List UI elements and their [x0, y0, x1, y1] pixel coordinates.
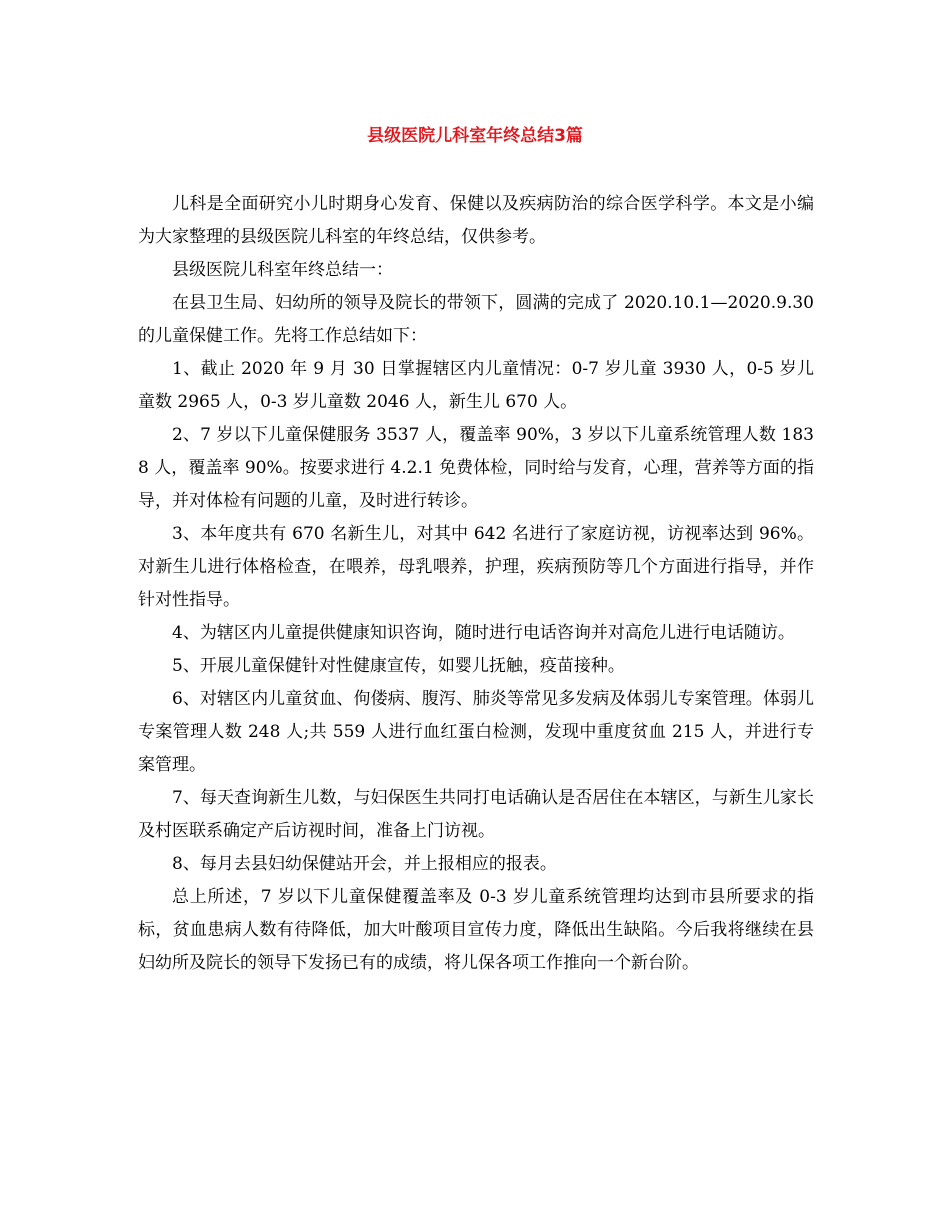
paragraph-opening: 在县卫生局、妇幼所的领导及院长的带领下，圆满的完成了 2020.10.1—2020.9.30 的儿童保健工作。先将工作总结如下： — [138, 293, 814, 346]
paragraph-item-3: 3、本年度共有 670 名新生儿，对其中 642 名进行了家庭访视，访视率达到 96%。对新生儿进行体格检查，在喂养，母乳喂养，护理，疾病预防等几个方面进行指导，并作针对性指导。 — [138, 524, 814, 610]
paragraph-item-1: 1、截止 2020 年 9 月 30 日掌握辖区内儿童情况：0-7 岁儿童 3930 人，0-5 岁儿童数 2965 人，0-3 岁儿童数 2046 人，新生儿 670 人。 — [138, 359, 814, 412]
paragraph-item-6: 6、对辖区内儿童贫血、佝偻病、腹泻、肺炎等常见多发病及体弱儿专案管理。体弱儿专案管理人数 248 人;共 559 人进行血红蛋白检测，发现中重度贫血 215 人，并进行专案管理。 — [138, 689, 814, 775]
paragraph-intro: 儿科是全面研究小儿时期身心发育、保健以及疾病防治的综合医学科学。本文是小编为大家整理的县级医院儿科室的年终总结，仅供参考。 — [138, 194, 814, 247]
paragraph-summary: 总上所述，7 岁以下儿童保健覆盖率及 0-3 岁儿童系统管理均达到市县所要求的指标，贫血患病人数有待降低，加大叶酸项目宣传力度，降低出生缺陷。今后我将继续在县妇幼所及院长的领导下发扬已有的成绩，将儿保各项工作推向一个新台阶。 — [138, 887, 814, 973]
paragraph-item-7: 7、每天查询新生儿数，与妇保医生共同打电话确认是否居住在本辖区，与新生儿家长及村医联系确定产后访视时间，准备上门访视。 — [138, 788, 814, 841]
document-title: 县级医院儿科室年终总结3篇 — [367, 126, 583, 146]
paragraph-item-5: 5、开展儿童保健针对性健康宣传，如婴儿抚触，疫苗接种。 — [172, 656, 625, 676]
paragraph-item-2: 2、7 岁以下儿童保健服务 3537 人，覆盖率 90%，3 岁以下儿童系统管理人数 1838 人，覆盖率 90%。按要求进行 4.2.1 免费体检，同时给与发育，心理，营养等方面的指导，并对体检有问题的儿童，及时进行转诊。 — [138, 425, 814, 511]
document-body — [138, 188, 814, 980]
paragraph-section-heading: 县级医院儿科室年终总结一： — [172, 260, 393, 280]
paragraph-item-4: 4、为辖区内儿童提供健康知识咨询，随时进行电话咨询并对高危儿进行电话随访。 — [172, 623, 795, 643]
paragraph-item-8: 8、每月去县妇幼保健站开会，并上报相应的报表。 — [172, 854, 557, 874]
